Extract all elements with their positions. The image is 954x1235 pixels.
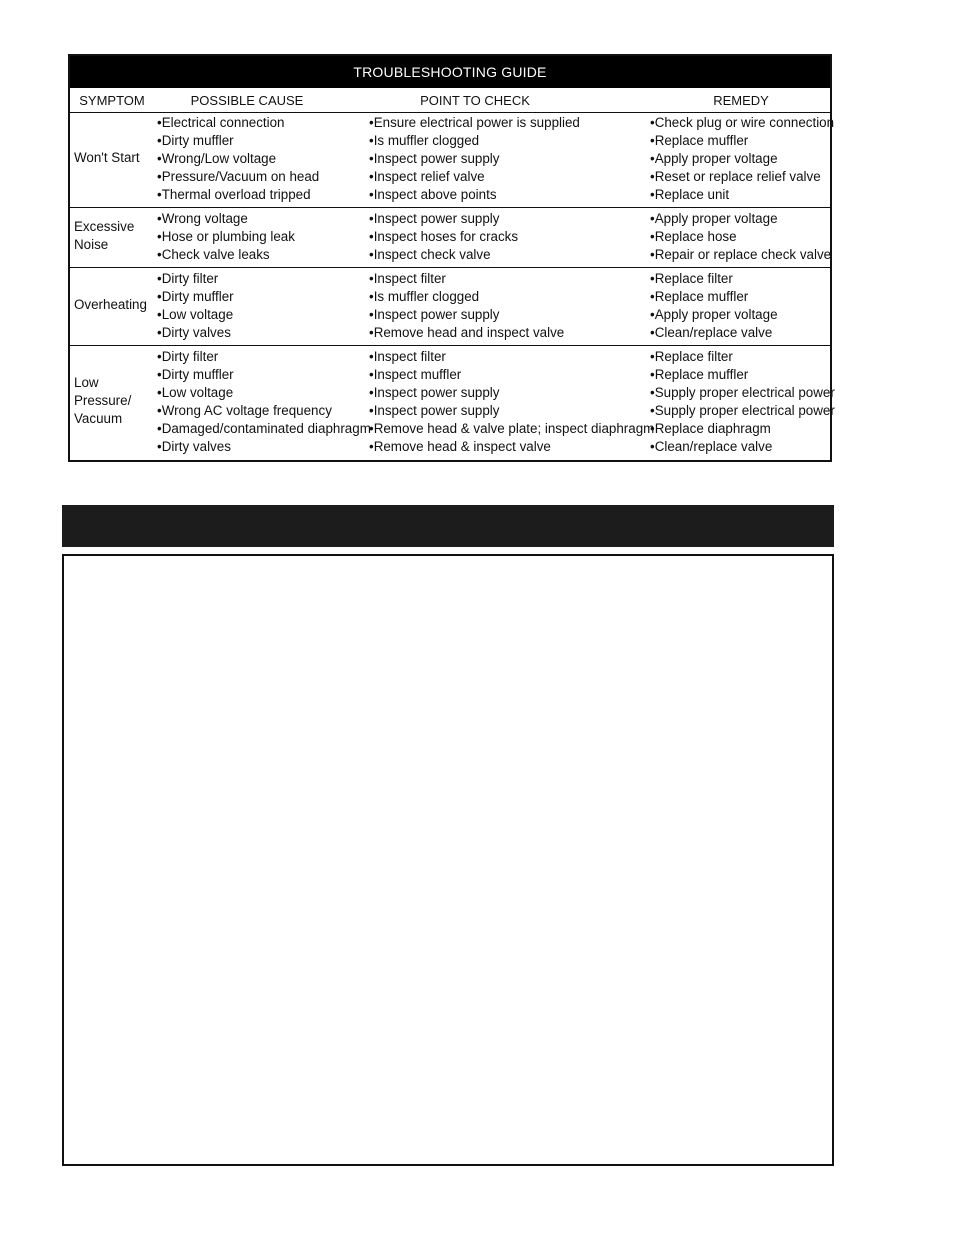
remedy-item: •Clean/replace valve xyxy=(650,324,773,340)
check-item: •Inspect power supply xyxy=(369,211,500,226)
remedy-item: •Supply proper electrical power xyxy=(650,384,835,400)
cause-item: •Dirty filter xyxy=(157,271,219,286)
check-item: •Inspect filter xyxy=(369,349,446,364)
cause-item: •Electrical connection xyxy=(157,115,285,130)
cause-item: •Dirty valves xyxy=(157,324,231,340)
cause-item: •Wrong voltage xyxy=(157,211,248,226)
cause-item: •Dirty filter xyxy=(157,349,219,364)
cause-item: •Dirty valves xyxy=(157,438,231,454)
check-item: •Inspect hoses for cracks xyxy=(369,228,519,244)
check-item: •Inspect above points xyxy=(369,186,497,202)
remedy-item: •Replace muffler xyxy=(650,366,749,382)
check-item: •Remove head & inspect valve xyxy=(369,438,551,454)
check-item: •Inspect power supply xyxy=(369,306,500,322)
check-item: •Inspect check valve xyxy=(369,246,491,262)
remedy-cell xyxy=(650,270,778,342)
symptom-cell xyxy=(74,296,156,314)
remedy-item: •Replace muffler xyxy=(650,288,749,304)
cause-item: •Low voltage xyxy=(157,384,234,400)
remedy-item: •Apply proper voltage xyxy=(650,211,778,226)
symptom-text: Overheating xyxy=(74,297,147,312)
cause-item: •Damaged/contaminated diaphragm xyxy=(157,420,371,436)
cause-item: •Low voltage xyxy=(157,306,234,322)
header-symptom: SYMPTOM xyxy=(79,93,145,108)
symptom-cell xyxy=(74,374,156,428)
check-cell xyxy=(369,348,654,455)
cause-cell xyxy=(157,210,295,264)
remedy-item: •Clean/replace valve xyxy=(650,438,773,454)
cause-item: •Wrong/Low voltage xyxy=(157,150,277,166)
table-row-excessive-noise xyxy=(70,208,830,268)
header-point-to-check: POINT TO CHECK xyxy=(420,93,530,108)
table-title: TROUBLESHOOTING GUIDE xyxy=(70,56,830,88)
symptom-cell xyxy=(74,149,156,167)
check-item: •Remove head and inspect valve xyxy=(369,324,565,340)
cause-item: •Thermal overload tripped xyxy=(157,186,311,202)
remedy-item: •Repair or replace check valve xyxy=(650,246,832,262)
cause-item: •Dirty muffler xyxy=(157,132,234,148)
symptom-text: Vacuum xyxy=(74,410,123,426)
check-item: •Inspect relief valve xyxy=(369,168,485,184)
section-header-bar xyxy=(62,505,834,547)
remedy-item: •Check plug or wire connection xyxy=(650,115,835,130)
table-row-overheating xyxy=(70,268,830,346)
check-item: •Inspect muffler xyxy=(369,366,462,382)
remedy-item: •Replace diaphragm xyxy=(650,420,771,436)
cause-cell xyxy=(157,114,319,204)
check-item: •Inspect power supply xyxy=(369,402,500,418)
cause-item: •Check valve leaks xyxy=(157,246,270,262)
symptom-cell xyxy=(74,218,156,254)
table-row-low-pressure-vacuum xyxy=(70,346,835,460)
remedy-item: •Replace filter xyxy=(650,349,733,364)
remedy-cell xyxy=(650,114,834,204)
cause-item: •Dirty muffler xyxy=(157,288,234,304)
cause-item: •Wrong AC voltage frequency xyxy=(157,402,332,418)
check-cell xyxy=(369,114,580,204)
remedy-item: •Replace hose xyxy=(650,228,737,244)
check-item: •Ensure electrical power is supplied xyxy=(369,115,580,130)
remedy-cell xyxy=(650,348,835,455)
check-item: •Inspect power supply xyxy=(369,384,500,400)
remedy-item: •Replace unit xyxy=(650,186,730,202)
check-item: •Inspect power supply xyxy=(369,150,500,166)
header-possible-cause: POSSIBLE CAUSE xyxy=(190,93,304,108)
header-row xyxy=(70,88,830,113)
remedy-item: •Replace filter xyxy=(650,271,733,286)
check-item: •Is muffler clogged xyxy=(369,132,480,148)
empty-content-box xyxy=(62,554,834,1166)
symptom-text: Won't Start xyxy=(74,150,140,165)
troubleshooting-guide-table xyxy=(68,54,835,462)
remedy-cell xyxy=(650,210,831,264)
check-item: •Inspect filter xyxy=(369,271,446,286)
table-row-wont-start xyxy=(70,112,835,208)
check-cell xyxy=(369,210,518,264)
symptom-text: Noise xyxy=(74,236,109,252)
remedy-item: •Reset or replace relief valve xyxy=(650,168,821,184)
check-item: •Remove head & valve plate; inspect diaphragm xyxy=(369,420,655,436)
cause-item: •Hose or plumbing leak xyxy=(157,228,295,244)
cause-cell xyxy=(157,270,234,342)
remedy-item: •Apply proper voltage xyxy=(650,150,778,166)
remedy-item: •Apply proper voltage xyxy=(650,306,778,322)
cause-cell xyxy=(157,348,371,455)
symptom-text: Low xyxy=(74,375,99,390)
header-remedy: REMEDY xyxy=(713,93,769,108)
remedy-item: •Replace muffler xyxy=(650,132,749,148)
symptom-text: Excessive xyxy=(74,219,135,234)
cause-item: •Pressure/Vacuum on head xyxy=(157,168,320,184)
check-item: •Is muffler clogged xyxy=(369,288,480,304)
remedy-item: •Supply proper electrical power xyxy=(650,402,835,418)
cause-item: •Dirty muffler xyxy=(157,366,234,382)
symptom-text: Pressure/ xyxy=(74,392,132,408)
check-cell xyxy=(369,270,564,342)
